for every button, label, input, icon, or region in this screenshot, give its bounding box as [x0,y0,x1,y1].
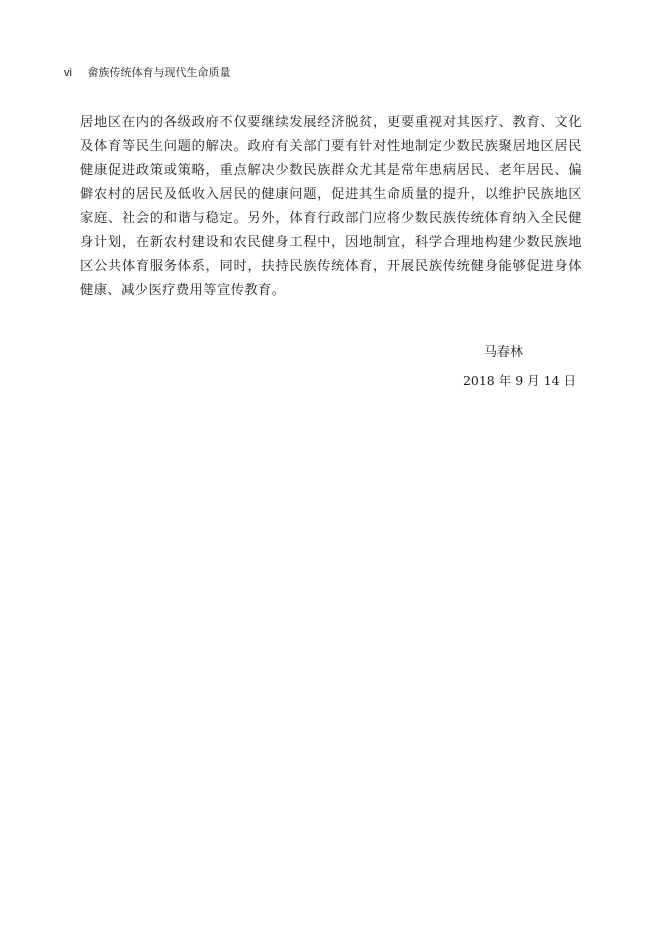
book-title: 畲族传统体育与现代生命质量 [87,66,231,79]
author-signature: 马春林 [483,345,523,360]
running-header [64,66,230,80]
signoff-date: 2018 年 9 月 14 日 [462,373,576,388]
body-text [80,111,582,303]
body-paragraph: 居地区在内的各级政府不仅要继续发展经济脱贫，更要重视对其医疗、教育、文化及体育等民生问题的解决。政府有关部门要有针对性地制定少数民族聚居地区居民健康促进政策或策略，重点解决少数民族群众尤其是常年患病居民、老年居民、偏僻农村的居民及低收入居民的健康问题，促进其生命质量的提升，以维护民族地区家庭、社会的和谐与稳定。另外，体育行政部门应将少数民族传统体育纳入全民健身计划，在新农村建设和农民健身工程中，因地制宜，科学合理地构建少数民族地区公共体育服务体系，同时，扶持民族传统体育，开展民族传统健身能够促进身体健康、减少医疗费用等宣传教育。 [80,115,582,298]
page-number: vi [64,67,72,79]
